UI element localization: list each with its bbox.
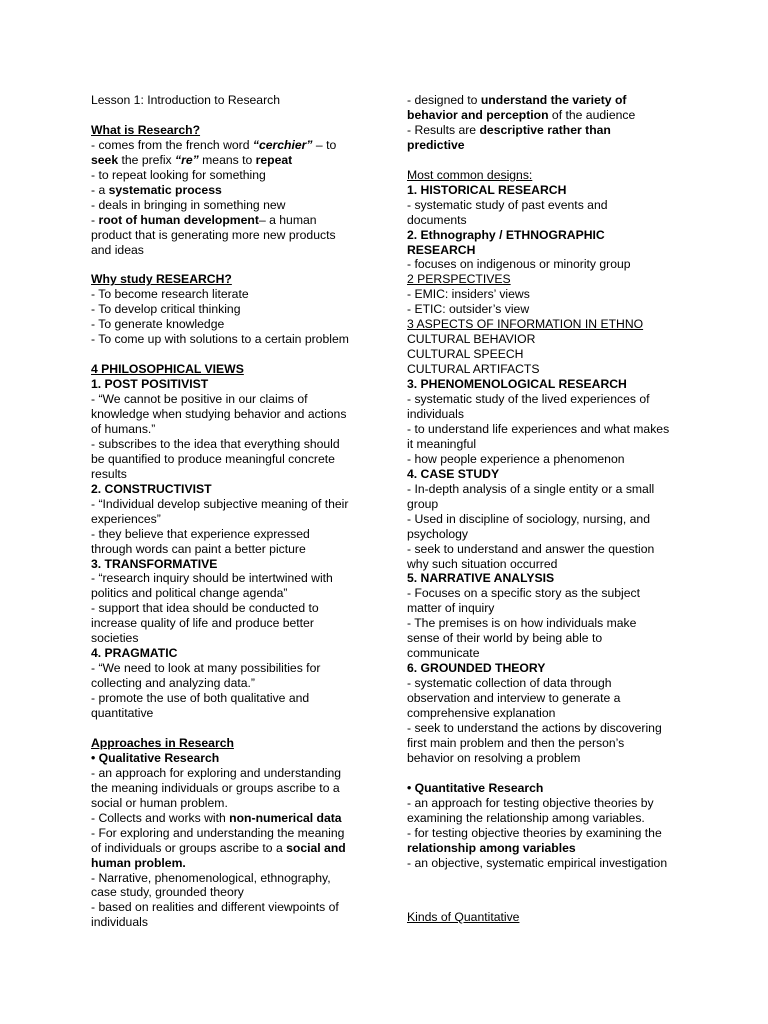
- text-line: - “We cannot be positive in our claims of: [91, 392, 308, 407]
- text-line: - The premises is on how individuals make: [407, 616, 637, 631]
- text-line: group: [407, 496, 439, 511]
- text-line: [91, 213, 361, 228]
- text-run: - comes from the french word: [91, 137, 253, 152]
- text-line: product that is generating more new products: [91, 227, 336, 242]
- text-line: individuals: [407, 407, 464, 421]
- left-column: [91, 93, 361, 930]
- text-line: comprehensive explanation: [407, 706, 556, 721]
- text-line: documents: [407, 212, 467, 227]
- list-item: - To generate knowledge: [91, 317, 225, 332]
- text-line: - systematic study of the lived experiences of: [407, 392, 650, 407]
- text-line: - ETIC: outsider’s view: [407, 302, 530, 317]
- text-run: behavior and perception: [407, 107, 549, 122]
- text-line: - for testing objective theories by examining the: [407, 825, 662, 840]
- text-line: - In-depth analysis of a single entity or a small: [407, 481, 655, 496]
- spacer: [91, 347, 361, 362]
- text-line: [407, 123, 687, 138]
- approaches-heading: Approaches in Research: [91, 735, 234, 750]
- text-line: [91, 183, 361, 198]
- text-line: it meaningful: [407, 436, 477, 451]
- text-line: - “We need to look at many possibilities for: [91, 661, 321, 676]
- text-line: increase quality of life and produce better: [91, 616, 314, 631]
- qualitative-title: • Qualitative Research: [91, 750, 220, 765]
- constructivist-title: 2. CONSTRUCTIVIST: [91, 481, 212, 496]
- text-run: – a human: [258, 212, 317, 227]
- list-item: - To come up with solutions to a certain problem: [91, 332, 349, 347]
- text-line: - systematic study of past events and: [407, 197, 608, 212]
- spacer: [91, 108, 361, 123]
- list-item: - To become research literate: [91, 287, 249, 302]
- text-line: quantitative: [91, 706, 154, 721]
- text-run: means to: [198, 152, 256, 167]
- text-line: CULTURAL ARTIFACTS: [407, 362, 540, 377]
- text-line: - deals in bringing in something new: [91, 197, 286, 212]
- text-line: matter of inquiry: [407, 601, 495, 616]
- grounded-theory-title: 6. GROUNDED THEORY: [407, 661, 546, 676]
- text-run: descriptive rather than: [479, 122, 611, 137]
- text-line: behavior on resolving a problem: [407, 750, 581, 765]
- quantitative-title: • Quantitative Research: [407, 780, 544, 795]
- text-line: predictive: [407, 137, 465, 152]
- text-line: - an approach for testing objective theories by: [407, 795, 654, 810]
- text-line: - Used in discipline of sociology, nursing, and: [407, 511, 650, 526]
- text-line: societies: [91, 631, 139, 646]
- text-line: - support that idea should be conducted to: [91, 601, 319, 616]
- text-run: of individuals or groups ascribe to a: [91, 840, 287, 855]
- spacer: [91, 257, 361, 272]
- text-line: [91, 153, 361, 168]
- case-study-title: 4. CASE STUDY: [407, 466, 500, 481]
- text-line: - an objective, systematic empirical investigation: [407, 855, 668, 870]
- text-line: politics and political change agenda”: [91, 586, 288, 601]
- text-run: “re”: [175, 152, 199, 167]
- pragmatic-title: 4. PRAGMATIC: [91, 646, 178, 661]
- text-line: [91, 841, 361, 856]
- text-line: results: [91, 466, 127, 481]
- text-line: - promote the use of both qualitative and: [91, 691, 310, 706]
- ethnography-title: 2. Ethnography / ETHNOGRAPHIC: [407, 227, 605, 242]
- text-line: human problem.: [91, 855, 186, 870]
- right-column: [407, 93, 687, 871]
- text-line: of humans.”: [91, 421, 156, 436]
- text-line: - to understand life experiences and what makes: [407, 421, 670, 436]
- transformative-title: 3. TRANSFORMATIVE: [91, 556, 218, 571]
- text-line: communicate: [407, 646, 480, 661]
- narrative-analysis-title: 5. NARRATIVE ANALYSIS: [407, 571, 555, 586]
- common-designs-heading: Most common designs:: [407, 167, 533, 182]
- perspectives-heading: 2 PERSPECTIVES: [407, 272, 511, 287]
- text-line: psychology: [407, 526, 468, 541]
- list-item: - To develop critical thinking: [91, 302, 241, 317]
- text-run: - Results are: [407, 122, 480, 137]
- text-line: - seek to understand the actions by discovering: [407, 721, 662, 736]
- why-study-heading: Why study RESEARCH?: [91, 272, 232, 287]
- text-line: through words can paint a better picture: [91, 541, 306, 556]
- text-run: root of human development: [98, 212, 259, 227]
- text-run: social and: [286, 840, 346, 855]
- text-line: CULTURAL SPEECH: [407, 347, 524, 362]
- text-run: understand the variety of: [480, 93, 627, 107]
- text-run: - designed to: [407, 93, 481, 107]
- text-line: why such situation occurred: [407, 556, 558, 571]
- phenomenological-title: 3. PHENOMENOLOGICAL RESEARCH: [407, 377, 627, 392]
- what-is-research-heading: What is Research?: [91, 122, 201, 137]
- text-run: “cerchier”: [252, 137, 313, 152]
- historical-research-title: 1. HISTORICAL RESEARCH: [407, 182, 567, 197]
- text-line: knowledge when studying behavior and actions: [91, 406, 347, 421]
- philosophical-views-heading: 4 PHILOSOPHICAL VIEWS: [91, 362, 244, 377]
- kinds-of-quantitative-heading: Kinds of Quantitative: [407, 910, 520, 924]
- spacer: [407, 153, 687, 168]
- text-line: individuals: [91, 915, 148, 930]
- text-line: social or human problem.: [91, 795, 228, 810]
- text-run: systematic process: [108, 182, 222, 197]
- text-run: the prefix: [118, 152, 176, 167]
- text-line: - focuses on indigenous or minority group: [407, 257, 631, 272]
- text-run: repeat: [255, 152, 293, 167]
- text-line: [91, 811, 361, 826]
- post-positivist-title: 1. POST POSITIVIST: [91, 377, 209, 392]
- text-line: CULTURAL BEHAVIOR: [407, 332, 536, 347]
- text-line: - they believe that experience expressed: [91, 526, 310, 541]
- text-line: - seek to understand and answer the question: [407, 541, 655, 556]
- text-line: - based on realities and different viewpoints of: [91, 900, 339, 915]
- text-line: - “research inquiry should be intertwined with: [91, 571, 333, 586]
- text-line: the meaning individuals or groups ascribe to a: [91, 780, 340, 795]
- text-run: -: [91, 212, 99, 227]
- text-line: case study, grounded theory: [91, 885, 244, 900]
- text-line: be quantified to produce meaningful concrete: [91, 451, 335, 466]
- text-line: - For exploring and understanding the meaning: [91, 825, 345, 840]
- text-line: sense of their world by being able to: [407, 631, 603, 646]
- spacer: [91, 721, 361, 736]
- text-line: [407, 108, 687, 123]
- text-run: non-numerical data: [229, 810, 342, 825]
- text-line: [407, 93, 687, 108]
- text-line: - Narrative, phenomenological, ethnography,: [91, 870, 331, 885]
- text-line: - “Individual develop subjective meaning of their: [91, 496, 349, 511]
- text-line: - an approach for exploring and understanding: [91, 765, 342, 780]
- text-line: collecting and analyzing data.”: [91, 676, 255, 691]
- text-line: - to repeat looking for something: [91, 167, 266, 182]
- aspects-heading: 3 ASPECTS OF INFORMATION IN ETHNO: [407, 317, 644, 332]
- text-run: seek: [91, 152, 119, 167]
- text-line: [91, 138, 361, 153]
- text-line: experiences”: [91, 511, 161, 526]
- text-line: - how people experience a phenomenon: [407, 451, 625, 466]
- text-run: - a: [91, 182, 109, 197]
- spacer: [407, 766, 687, 781]
- text-run: – to: [312, 137, 337, 152]
- text-line: first main problem and then the person’s: [407, 735, 625, 750]
- text-line: - EMIC: insiders’ views: [407, 287, 530, 302]
- text-line: observation and interview to generate a: [407, 691, 621, 706]
- text-line: - Focuses on a specific story as the subject: [407, 586, 641, 601]
- text-run: - Collects and works with: [91, 810, 230, 825]
- text-line: relationship among variables: [407, 840, 576, 855]
- text-run: of the audience: [548, 107, 636, 122]
- text-line: and ideas: [91, 242, 144, 257]
- text-line: - systematic collection of data through: [407, 676, 612, 691]
- text-line: examining the relationship among variables.: [407, 810, 645, 825]
- lesson-title: Lesson 1: Introduction to Research: [91, 93, 281, 107]
- text-line: - subscribes to the idea that everything should: [91, 436, 340, 451]
- ethnography-title-cont: RESEARCH: [407, 242, 476, 257]
